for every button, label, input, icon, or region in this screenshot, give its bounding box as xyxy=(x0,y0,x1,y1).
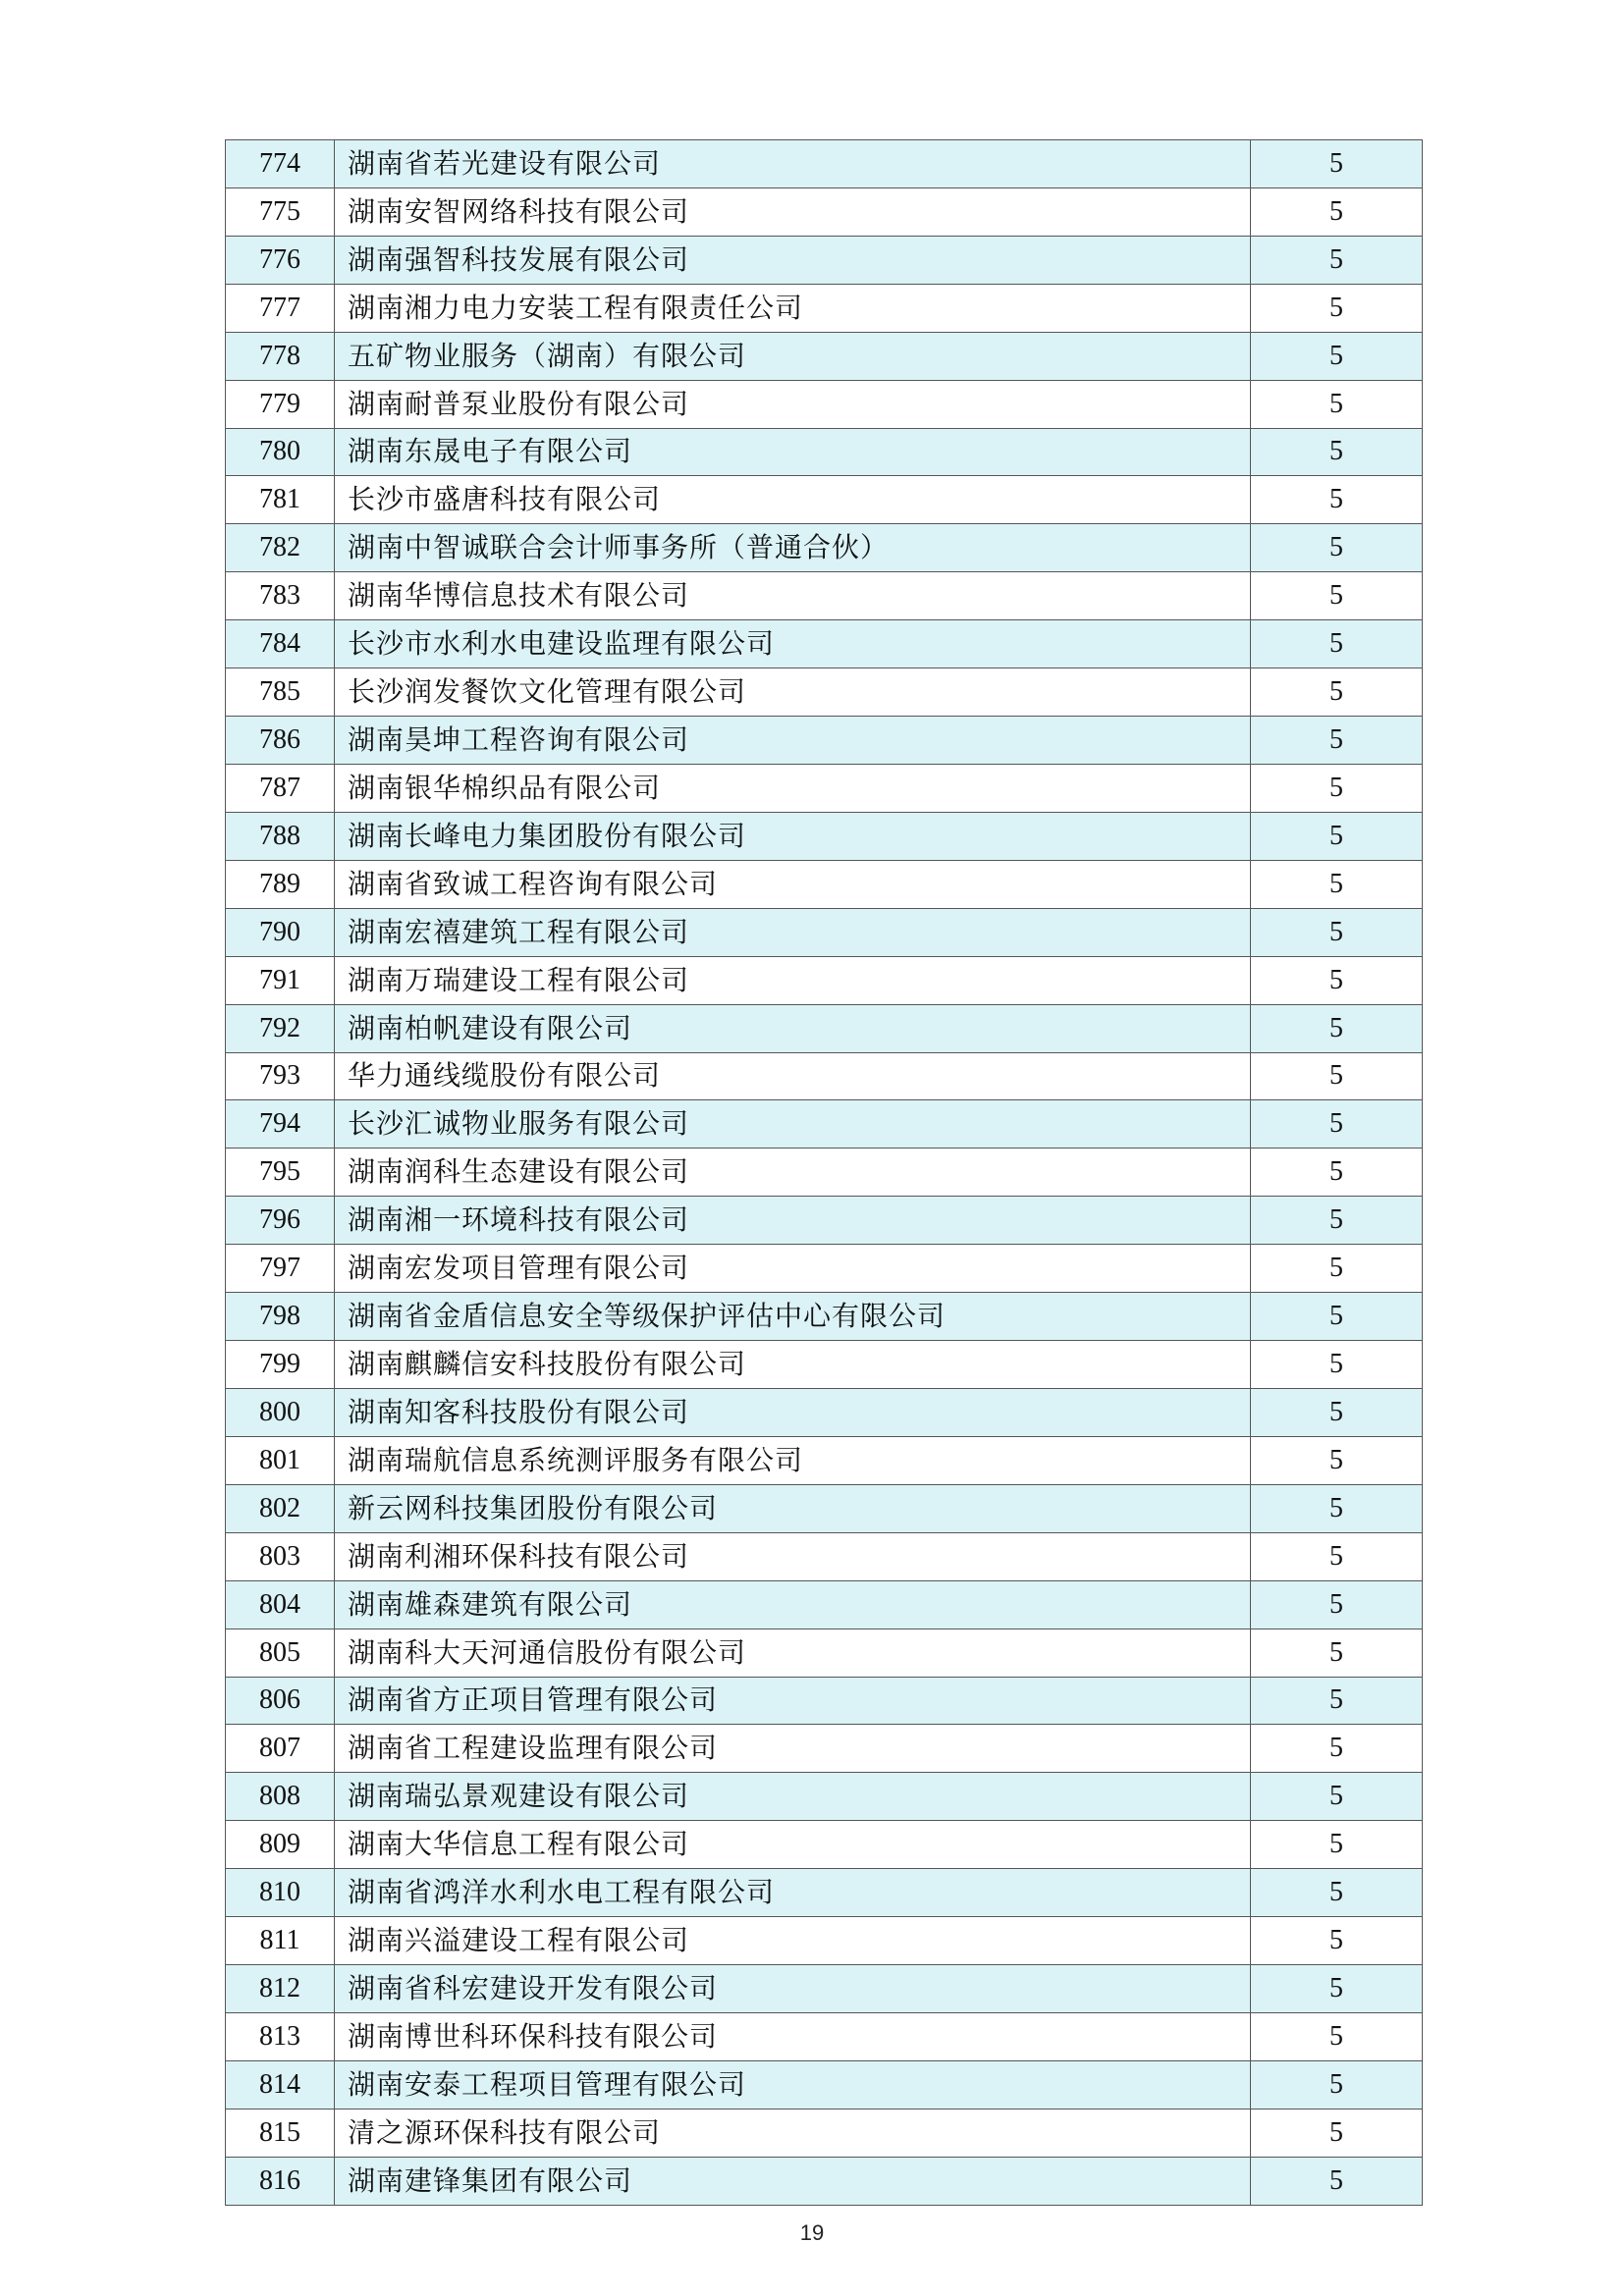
table-row xyxy=(226,1629,1423,1677)
row-score: 5 xyxy=(1251,187,1423,236)
company-name: 湖南耐普泵业股份有限公司 xyxy=(335,380,1251,428)
row-number: 802 xyxy=(226,1484,335,1532)
company-name: 湖南博世科环保科技有限公司 xyxy=(335,2012,1251,2060)
company-name: 湖南省鸿洋水利水电工程有限公司 xyxy=(335,1869,1251,1917)
row-number: 794 xyxy=(226,1100,335,1148)
table-row xyxy=(226,1388,1423,1436)
row-number: 809 xyxy=(226,1821,335,1869)
row-score: 5 xyxy=(1251,1532,1423,1580)
company-name: 湖南科大天河通信股份有限公司 xyxy=(335,1629,1251,1677)
table-row xyxy=(226,476,1423,524)
row-score: 5 xyxy=(1251,2012,1423,2060)
row-number: 797 xyxy=(226,1245,335,1293)
row-number: 776 xyxy=(226,236,335,284)
company-name: 华力通线缆股份有限公司 xyxy=(335,1052,1251,1100)
row-number: 814 xyxy=(226,2060,335,2109)
company-name: 湖南省科宏建设开发有限公司 xyxy=(335,1965,1251,2013)
row-score: 5 xyxy=(1251,1484,1423,1532)
company-name: 湖南省金盾信息安全等级保护评估中心有限公司 xyxy=(335,1293,1251,1341)
row-number: 807 xyxy=(226,1725,335,1773)
table-row xyxy=(226,1965,1423,2013)
company-name: 湖南湘力电力安装工程有限责任公司 xyxy=(335,284,1251,332)
table-row xyxy=(226,2109,1423,2157)
row-number: 798 xyxy=(226,1293,335,1341)
company-name: 湖南华博信息技术有限公司 xyxy=(335,572,1251,620)
table-row xyxy=(226,1148,1423,1197)
row-score: 5 xyxy=(1251,380,1423,428)
row-number: 804 xyxy=(226,1580,335,1629)
company-name: 湖南雄森建筑有限公司 xyxy=(335,1580,1251,1629)
row-score: 5 xyxy=(1251,284,1423,332)
table-row xyxy=(226,1677,1423,1725)
company-name: 湖南宏发项目管理有限公司 xyxy=(335,1245,1251,1293)
company-name: 湖南润科生态建设有限公司 xyxy=(335,1148,1251,1197)
table-row xyxy=(226,1869,1423,1917)
row-number: 810 xyxy=(226,1869,335,1917)
row-score: 5 xyxy=(1251,1725,1423,1773)
company-name: 湖南湘一环境科技有限公司 xyxy=(335,1197,1251,1245)
row-number: 775 xyxy=(226,187,335,236)
company-name: 湖南大华信息工程有限公司 xyxy=(335,1821,1251,1869)
company-name: 湖南瑞弘景观建设有限公司 xyxy=(335,1773,1251,1821)
row-score: 5 xyxy=(1251,860,1423,908)
table-row xyxy=(226,1341,1423,1389)
company-name: 湖南利湘环保科技有限公司 xyxy=(335,1532,1251,1580)
company-name: 湖南中智诚联合会计师事务所（普通合伙） xyxy=(335,524,1251,572)
row-score: 5 xyxy=(1251,1148,1423,1197)
table-row xyxy=(226,428,1423,476)
row-score: 5 xyxy=(1251,1197,1423,1245)
row-number: 790 xyxy=(226,908,335,956)
table-row xyxy=(226,572,1423,620)
table-row xyxy=(226,236,1423,284)
row-number: 784 xyxy=(226,620,335,668)
company-name: 湖南瑞航信息系统测评服务有限公司 xyxy=(335,1436,1251,1484)
table-row xyxy=(226,1436,1423,1484)
company-name: 湖南省工程建设监理有限公司 xyxy=(335,1725,1251,1773)
row-score: 5 xyxy=(1251,2109,1423,2157)
row-score: 5 xyxy=(1251,1052,1423,1100)
table-row xyxy=(226,1245,1423,1293)
table-row xyxy=(226,1580,1423,1629)
table-row xyxy=(226,764,1423,812)
company-name: 湖南长峰电力集团股份有限公司 xyxy=(335,812,1251,860)
row-number: 799 xyxy=(226,1341,335,1389)
table-row xyxy=(226,956,1423,1004)
page-number: 19 xyxy=(799,2220,825,2245)
row-score: 5 xyxy=(1251,1773,1423,1821)
row-number: 774 xyxy=(226,140,335,188)
table-row xyxy=(226,1052,1423,1100)
row-score: 5 xyxy=(1251,956,1423,1004)
table-row xyxy=(226,668,1423,717)
row-score: 5 xyxy=(1251,1293,1423,1341)
row-score: 5 xyxy=(1251,524,1423,572)
company-name: 湖南省若光建设有限公司 xyxy=(335,140,1251,188)
row-number: 787 xyxy=(226,764,335,812)
company-name: 湖南麒麟信安科技股份有限公司 xyxy=(335,1341,1251,1389)
row-score: 5 xyxy=(1251,668,1423,717)
company-name: 湖南建锋集团有限公司 xyxy=(335,2157,1251,2205)
row-number: 806 xyxy=(226,1677,335,1725)
row-number: 812 xyxy=(226,1965,335,2013)
row-score: 5 xyxy=(1251,1917,1423,1965)
table-row xyxy=(226,1821,1423,1869)
company-list-table xyxy=(225,139,1423,2206)
table-row xyxy=(226,2012,1423,2060)
row-score: 5 xyxy=(1251,476,1423,524)
row-number: 783 xyxy=(226,572,335,620)
table-row xyxy=(226,284,1423,332)
table-row xyxy=(226,1773,1423,1821)
table-row xyxy=(226,140,1423,188)
row-number: 781 xyxy=(226,476,335,524)
row-number: 816 xyxy=(226,2157,335,2205)
table-row xyxy=(226,860,1423,908)
company-name: 湖南安智网络科技有限公司 xyxy=(335,187,1251,236)
company-name: 湖南宏禧建筑工程有限公司 xyxy=(335,908,1251,956)
table-row xyxy=(226,908,1423,956)
company-name: 长沙润发餐饮文化管理有限公司 xyxy=(335,668,1251,717)
row-number: 813 xyxy=(226,2012,335,2060)
company-name: 长沙市水利水电建设监理有限公司 xyxy=(335,620,1251,668)
row-number: 803 xyxy=(226,1532,335,1580)
row-score: 5 xyxy=(1251,1821,1423,1869)
row-score: 5 xyxy=(1251,2157,1423,2205)
row-number: 789 xyxy=(226,860,335,908)
table-row xyxy=(226,187,1423,236)
company-name: 湖南东晟电子有限公司 xyxy=(335,428,1251,476)
table-row xyxy=(226,1725,1423,1773)
row-score: 5 xyxy=(1251,332,1423,380)
row-number: 792 xyxy=(226,1004,335,1052)
company-name: 湖南省方正项目管理有限公司 xyxy=(335,1677,1251,1725)
row-number: 780 xyxy=(226,428,335,476)
row-score: 5 xyxy=(1251,764,1423,812)
row-number: 815 xyxy=(226,2109,335,2157)
table-row xyxy=(226,2060,1423,2109)
company-name: 湖南万瑞建设工程有限公司 xyxy=(335,956,1251,1004)
company-name: 湖南知客科技股份有限公司 xyxy=(335,1388,1251,1436)
table-row xyxy=(226,332,1423,380)
row-number: 786 xyxy=(226,717,335,765)
row-score: 5 xyxy=(1251,1245,1423,1293)
row-number: 782 xyxy=(226,524,335,572)
row-number: 777 xyxy=(226,284,335,332)
row-number: 795 xyxy=(226,1148,335,1197)
row-score: 5 xyxy=(1251,140,1423,188)
table-row xyxy=(226,620,1423,668)
row-score: 5 xyxy=(1251,908,1423,956)
row-number: 791 xyxy=(226,956,335,1004)
table-body xyxy=(226,140,1423,2206)
company-name: 湖南昊坤工程咨询有限公司 xyxy=(335,717,1251,765)
company-name: 湖南柏帆建设有限公司 xyxy=(335,1004,1251,1052)
table-row xyxy=(226,2157,1423,2205)
row-score: 5 xyxy=(1251,1677,1423,1725)
table-row xyxy=(226,1004,1423,1052)
company-name: 湖南强智科技发展有限公司 xyxy=(335,236,1251,284)
row-score: 5 xyxy=(1251,620,1423,668)
row-number: 811 xyxy=(226,1917,335,1965)
row-number: 788 xyxy=(226,812,335,860)
row-number: 808 xyxy=(226,1773,335,1821)
row-score: 5 xyxy=(1251,1004,1423,1052)
row-number: 793 xyxy=(226,1052,335,1100)
row-score: 5 xyxy=(1251,1100,1423,1148)
row-number: 801 xyxy=(226,1436,335,1484)
company-name: 湖南银华棉织品有限公司 xyxy=(335,764,1251,812)
company-name: 湖南兴溢建设工程有限公司 xyxy=(335,1917,1251,1965)
row-score: 5 xyxy=(1251,428,1423,476)
row-score: 5 xyxy=(1251,1965,1423,2013)
table-row xyxy=(226,524,1423,572)
row-number: 778 xyxy=(226,332,335,380)
row-score: 5 xyxy=(1251,572,1423,620)
company-name: 新云网科技集团股份有限公司 xyxy=(335,1484,1251,1532)
table-row xyxy=(226,1484,1423,1532)
company-name: 湖南安泰工程项目管理有限公司 xyxy=(335,2060,1251,2109)
row-score: 5 xyxy=(1251,1580,1423,1629)
row-score: 5 xyxy=(1251,717,1423,765)
row-score: 5 xyxy=(1251,1388,1423,1436)
row-score: 5 xyxy=(1251,2060,1423,2109)
table-row xyxy=(226,1197,1423,1245)
company-name: 长沙市盛唐科技有限公司 xyxy=(335,476,1251,524)
table-row xyxy=(226,1532,1423,1580)
row-score: 5 xyxy=(1251,1341,1423,1389)
table-row xyxy=(226,1100,1423,1148)
row-number: 779 xyxy=(226,380,335,428)
table-row xyxy=(226,1917,1423,1965)
row-number: 785 xyxy=(226,668,335,717)
table-row xyxy=(226,717,1423,765)
row-number: 796 xyxy=(226,1197,335,1245)
row-score: 5 xyxy=(1251,236,1423,284)
table-row xyxy=(226,1293,1423,1341)
company-name: 湖南省致诚工程咨询有限公司 xyxy=(335,860,1251,908)
company-name: 清之源环保科技有限公司 xyxy=(335,2109,1251,2157)
row-score: 5 xyxy=(1251,1436,1423,1484)
row-number: 800 xyxy=(226,1388,335,1436)
row-score: 5 xyxy=(1251,812,1423,860)
row-number: 805 xyxy=(226,1629,335,1677)
row-score: 5 xyxy=(1251,1629,1423,1677)
company-name: 五矿物业服务（湖南）有限公司 xyxy=(335,332,1251,380)
table-row xyxy=(226,812,1423,860)
row-score: 5 xyxy=(1251,1869,1423,1917)
company-name: 长沙汇诚物业服务有限公司 xyxy=(335,1100,1251,1148)
table-row xyxy=(226,380,1423,428)
